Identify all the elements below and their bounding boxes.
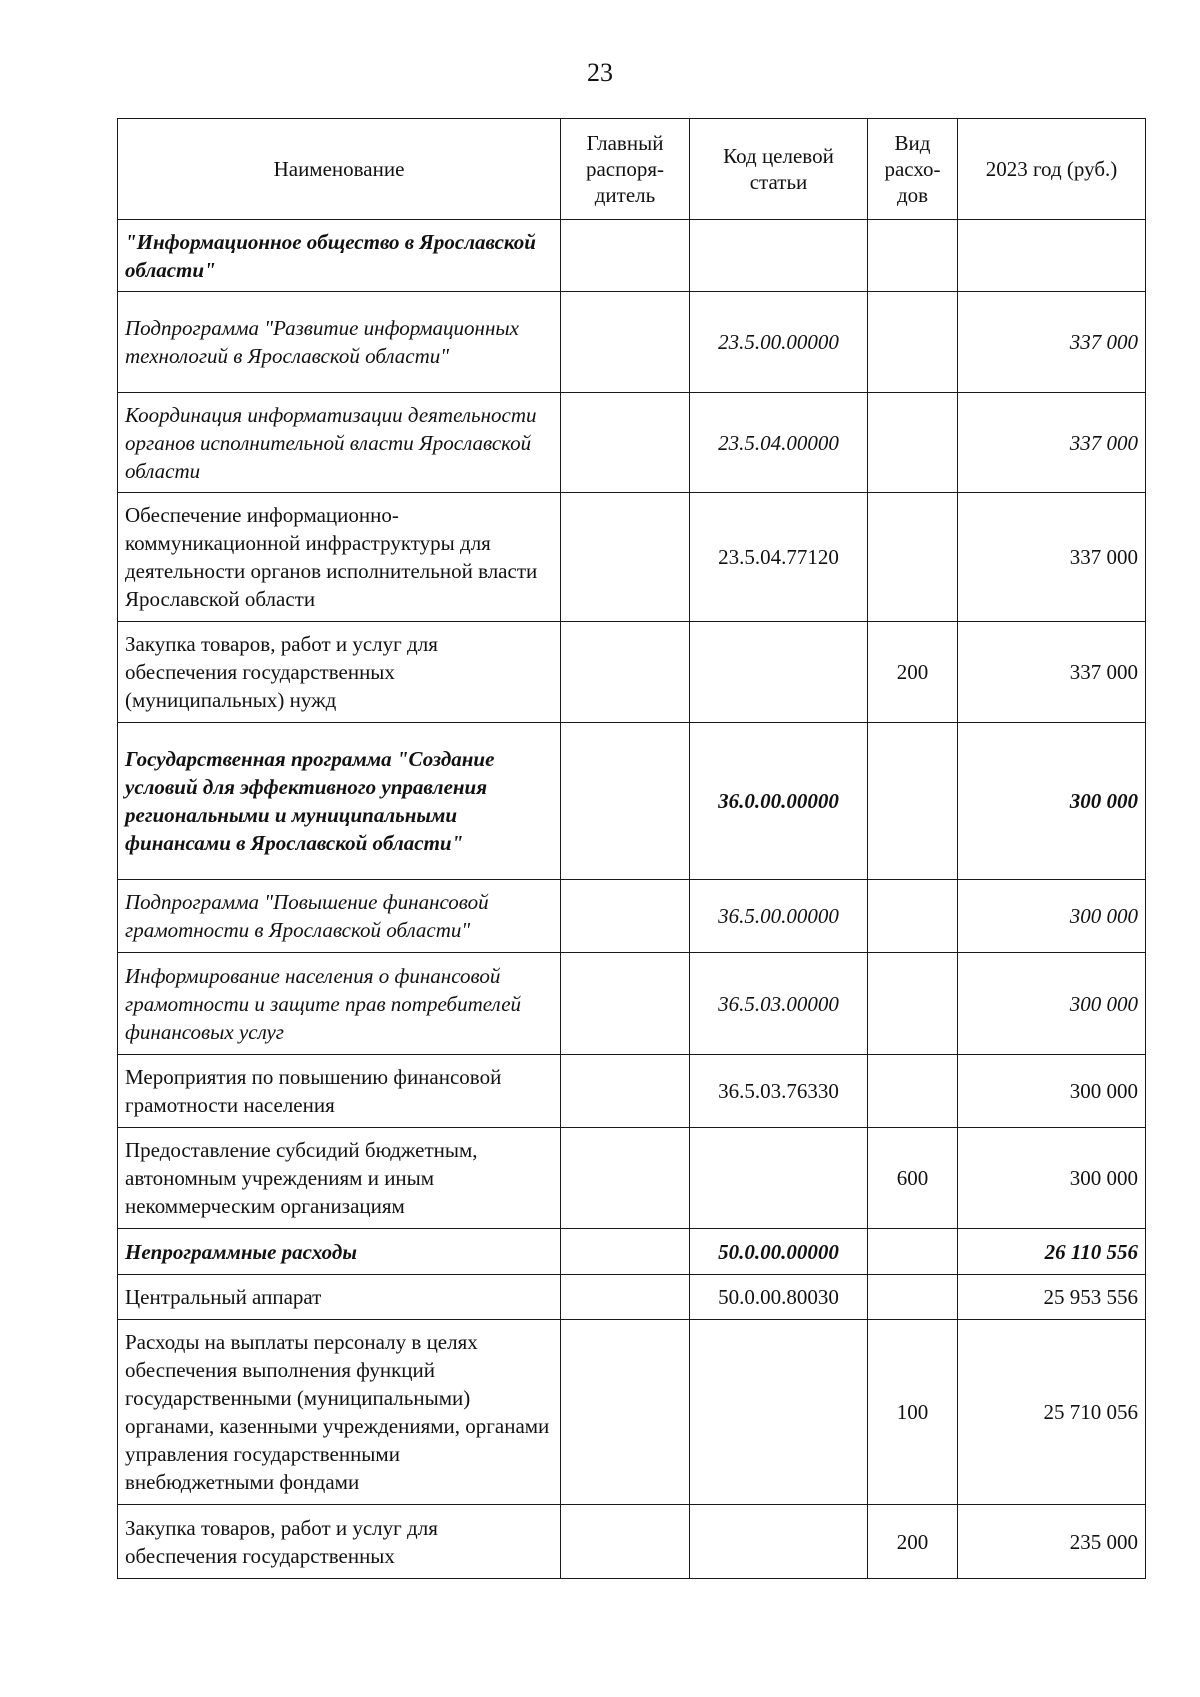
row-main-manager xyxy=(561,1229,690,1275)
row-expense-type: 100 xyxy=(868,1320,958,1505)
row-amount: 337 000 xyxy=(958,622,1146,723)
row-main-manager xyxy=(561,1128,690,1229)
row-target-code: 50.0.00.80030 xyxy=(690,1275,868,1320)
row-expense-type xyxy=(868,292,958,393)
table-row xyxy=(118,723,1146,880)
row-amount xyxy=(958,220,1146,292)
table-row xyxy=(118,493,1146,622)
row-target-code xyxy=(690,1320,868,1505)
row-name: Мероприятия по повышению финансовой грамотности населения xyxy=(118,1055,561,1128)
row-expense-type xyxy=(868,1229,958,1275)
table-row xyxy=(118,1229,1146,1275)
table-header xyxy=(118,119,1146,220)
header-year-2023: 2023 год (руб.) xyxy=(958,119,1146,220)
row-amount: 25 953 556 xyxy=(958,1275,1146,1320)
row-amount: 300 000 xyxy=(958,1055,1146,1128)
row-expense-type xyxy=(868,1275,958,1320)
row-expense-type xyxy=(868,493,958,622)
row-target-code: 36.5.00.00000 xyxy=(690,880,868,953)
row-name: Подпрограмма "Повышение финансовой грамотности в Ярославской области" xyxy=(118,880,561,953)
row-name: Центральный аппарат xyxy=(118,1275,561,1320)
row-name: Закупка товаров, работ и услуг для обеспечения государственных xyxy=(118,1505,561,1579)
table-row xyxy=(118,393,1146,493)
row-expense-type xyxy=(868,1055,958,1128)
row-expense-type xyxy=(868,953,958,1055)
row-name: Государственная программа "Создание условий для эффективного управления региональными и муниципальными финансами в Ярославской области" xyxy=(118,723,561,880)
row-main-manager xyxy=(561,220,690,292)
row-target-code: 36.0.00.00000 xyxy=(690,723,868,880)
row-amount: 26 110 556 xyxy=(958,1229,1146,1275)
row-main-manager xyxy=(561,953,690,1055)
header-main-manager: Главный распоря-дитель xyxy=(561,119,690,220)
row-amount: 300 000 xyxy=(958,953,1146,1055)
row-target-code: 36.5.03.76330 xyxy=(690,1055,868,1128)
row-target-code: 36.5.03.00000 xyxy=(690,953,868,1055)
row-amount: 235 000 xyxy=(958,1505,1146,1579)
row-expense-type xyxy=(868,393,958,493)
row-target-code: 23.5.00.00000 xyxy=(690,292,868,393)
table-row xyxy=(118,1275,1146,1320)
row-main-manager xyxy=(561,622,690,723)
row-target-code: 50.0.00.00000 xyxy=(690,1229,868,1275)
page-number: 23 xyxy=(587,58,613,87)
row-name: "Информационное общество в Ярославской области" xyxy=(118,220,561,292)
row-expense-type: 600 xyxy=(868,1128,958,1229)
row-target-code xyxy=(690,622,868,723)
row-main-manager xyxy=(561,1320,690,1505)
table-row xyxy=(118,1505,1146,1579)
table-body xyxy=(118,220,1146,1579)
row-target-code xyxy=(690,1128,868,1229)
table-row xyxy=(118,292,1146,393)
row-main-manager xyxy=(561,1505,690,1579)
table-row xyxy=(118,880,1146,953)
header-target-code: Код целевой статьи xyxy=(690,119,868,220)
row-amount: 337 000 xyxy=(958,292,1146,393)
row-name: Информирование населения о финансовой грамотности и защите прав потребителей финансовых услуг xyxy=(118,953,561,1055)
table-row xyxy=(118,1055,1146,1128)
row-amount: 300 000 xyxy=(958,723,1146,880)
row-expense-type: 200 xyxy=(868,1505,958,1579)
table-row xyxy=(118,622,1146,723)
row-amount: 300 000 xyxy=(958,1128,1146,1229)
row-name: Закупка товаров, работ и услуг для обеспечения государственных (муниципальных) нужд xyxy=(118,622,561,723)
table-row xyxy=(118,220,1146,292)
row-amount: 25 710 056 xyxy=(958,1320,1146,1505)
row-name: Непрограммные расходы xyxy=(118,1229,561,1275)
row-main-manager xyxy=(561,1055,690,1128)
header-expense-type: Вид расхо-дов xyxy=(868,119,958,220)
row-target-code: 23.5.04.77120 xyxy=(690,493,868,622)
row-amount: 337 000 xyxy=(958,393,1146,493)
row-amount: 337 000 xyxy=(958,493,1146,622)
row-name: Координация информатизации деятельности органов исполнительной власти Ярославской области xyxy=(118,393,561,493)
row-name: Подпрограмма "Развитие информационных технологий в Ярославской области" xyxy=(118,292,561,393)
row-main-manager xyxy=(561,292,690,393)
row-target-code xyxy=(690,220,868,292)
header-name: Наименование xyxy=(118,119,561,220)
row-expense-type xyxy=(868,220,958,292)
row-target-code xyxy=(690,1505,868,1579)
table-row xyxy=(118,1320,1146,1505)
row-name: Обеспечение информационно-коммуникационной инфраструктуры для деятельности органов исполнительной власти Ярославской области xyxy=(118,493,561,622)
row-main-manager xyxy=(561,880,690,953)
row-main-manager xyxy=(561,393,690,493)
row-expense-type xyxy=(868,880,958,953)
table-row xyxy=(118,953,1146,1055)
row-main-manager xyxy=(561,1275,690,1320)
row-name: Расходы на выплаты персоналу в целях обеспечения выполнения функций государственными (муниципальными) органами, казенными учреждениями, органами управления государственными внебюджетными фондами xyxy=(118,1320,561,1505)
row-main-manager xyxy=(561,493,690,622)
row-expense-type: 200 xyxy=(868,622,958,723)
row-name: Предоставление субсидий бюджетным, автономным учреждениям и иным некоммерческим организациям xyxy=(118,1128,561,1229)
budget-table xyxy=(117,118,1146,1579)
row-target-code: 23.5.04.00000 xyxy=(690,393,868,493)
table-row xyxy=(118,1128,1146,1229)
row-main-manager xyxy=(561,723,690,880)
row-expense-type xyxy=(868,723,958,880)
row-amount: 300 000 xyxy=(958,880,1146,953)
